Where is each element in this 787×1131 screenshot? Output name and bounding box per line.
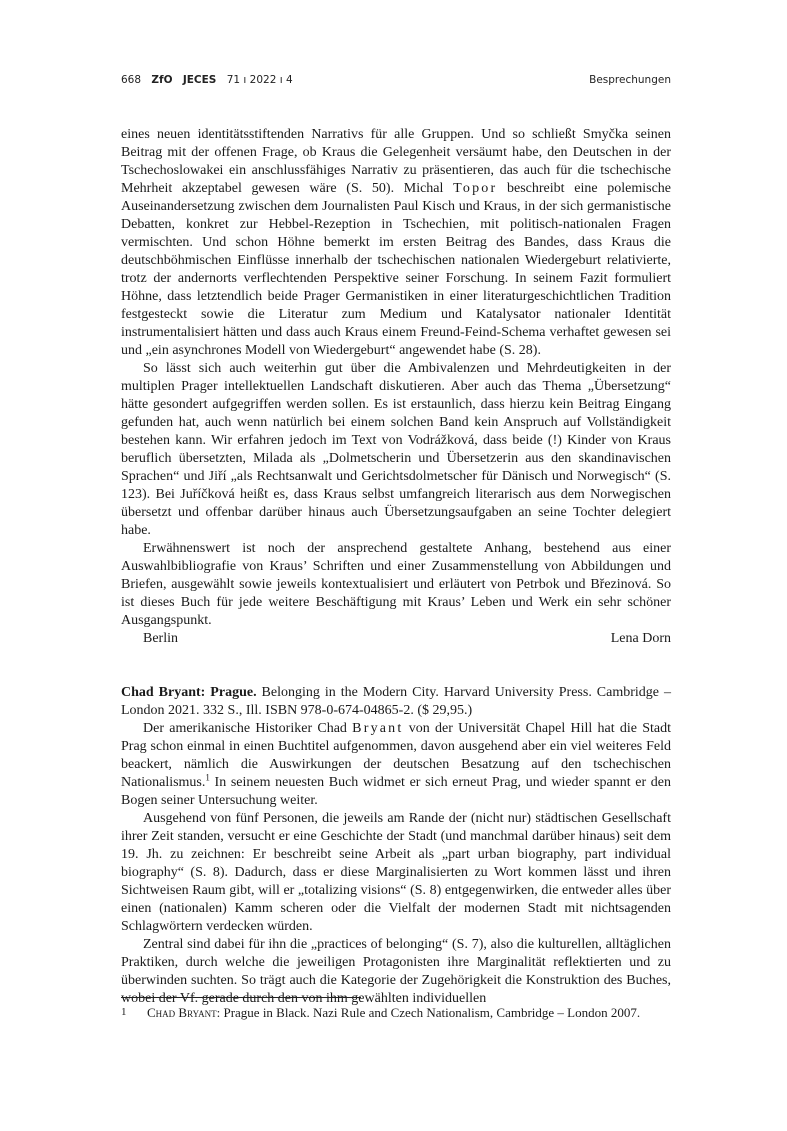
review1-paragraph-3: Erwähnenswert ist noch der ansprechend gestaltete Anhang, bestehend aus einer Auswahlbibliografie von Kraus’ Schriften und einer Zusammenstellung von Abbildungen und Briefen, ausgewählt sowie jeweils kontextualisiert und erläutert von Petrbok und Březinová. So ist dieses Buch für jede weitere Beschäftigung mit Kraus’ Leben und Werk ein sehr schöner Ausgangspunkt. (121, 541, 671, 628)
footnote-number: 1 (121, 1006, 127, 1018)
review2-title: Chad Bryant: Prague. (121, 685, 257, 700)
text-run: Der amerikanische Historiker Chad (143, 721, 353, 736)
author-name-bryant: Bryant (352, 721, 404, 736)
page-number: 668 (121, 74, 142, 86)
review1-signature (121, 630, 671, 648)
review2 (121, 684, 671, 1008)
review2-biblio: Belonging in the Modern City. Harvard University Press. Cambridge – London 2021. 332 S., Ill. ISBN 978-0-674-04865-2. ($ 29,95.) (121, 685, 671, 718)
journal-subname: JECES (182, 74, 217, 86)
review2-paragraph-1 (121, 720, 671, 810)
footnote-text (147, 1004, 671, 1021)
footnote-citation: : Prague in Black. Nazi Rule and Czech Nationalism, Cambridge – London 2007. (216, 1005, 641, 1020)
review2-bibliographic-entry (121, 684, 671, 720)
review-place: Berlin (143, 631, 178, 646)
text-run: In seinem neuesten Buch widmet er sich erneut Prag, und wieder spannt er den Bogen seiner Untersuchung weiter. (121, 775, 671, 808)
reviewer-name: Lena Dorn (610, 631, 671, 646)
text-run: eines neuen identitätsstiftenden Narrativs für alle Gruppen. Und so schließt Smyčka seinen Beitrag mit der offenen Frage, ob Kraus die Gelegenheit versäumt habe, den Deutschen in der Tschechoslowakei ein anschlussfähiges Narrativ zu präsentieren, das auch für die tschechische Mehrheit akzeptabel gewesen wäre (S. 50). Michal (121, 127, 671, 196)
review1-paragraph-1 (121, 126, 671, 360)
page-body (121, 126, 671, 1008)
running-header (121, 74, 671, 90)
section-title: Besprechungen (589, 74, 671, 86)
text-run: von der Universität Chapel Hill hat die Stadt Prag schon einmal in einen Buchtitel aufgenommen, davon ausgehend aber ein viel weiteres Feld beackert, nämlich die Auswirkungen der deutschen Besatzung auf den tschechischen Nationalismus. (121, 721, 671, 790)
journal-name: ZfO (151, 74, 173, 86)
footnote-author: Chad Bryant (147, 1005, 217, 1020)
review1-paragraph-2: So lässt sich auch weiterhin gut über die Ambivalenzen und Mehrdeutigkeiten in der multiplen Prager intellektuellen Landschaft diskutieren. Aber auch das Thema „Übersetzung“ hätte gesondert aufgegriffen werden sollen. Es ist erstaunlich, dass hierzu kein Beitrag Eingang gefunden hat, auch wenn natürlich bei einem solchen Band kein Anspruch auf Vollständigkeit bestehen kann. Wir erfahren jedoch im Text von Vodrážková, dass beide (!) Kinder von Kraus beruflich übersetzten, Milada als „Dolmetscherin und Übersetzerin aus den skandinavischen Sprachen“ und Jiří „als Rechtsanwalt und Gerichtsdolmetscher für Dänisch und Norwegisch“ (S. 123). Bei Juříčková heißt es, dass Kraus selbst umfangreich literarisch aus dem Norwegischen übersetzt und offenbar darüber hinaus auch Übersetzungsaufgaben an seine Tochter delegiert habe. (121, 361, 671, 538)
review2-paragraph-2: Ausgehend von fünf Personen, die jeweils am Rande der (nicht nur) städtischen Gesellschaft ihrer Zeit standen, versucht er eine Geschichte der Stadt (und manchmal darüber hinaus) seit dem 19. Jh. zu zeichnen: Er beschreibt seine Arbeit als „part urban biography, part individual biography“ (S. 8). Dadurch, dass er diese Marginalisierten zu Wort kommen lässt und ihren Sichtweisen Raum gibt, will er „totalizing visions“ (S. 8) entgegenwirken, die entweder alles über einen (nationalen) Kamm scheren oder die Vielfalt der modernen Stadt mit nichtsagenden Schlagwörtern verdecken würden. (121, 811, 671, 934)
footnote (121, 1004, 671, 1021)
text-run: beschreibt eine polemische Auseinandersetzung zwischen dem Journalisten Paul Kisch und Kraus, in der sich germanistische Debatten, konkret zur Hebbel-Rezeption in Tschechien, mit politisch-nationalen Fragen vermischten. Und schon Höhne bemerkt im ersten Beitrag des Bandes, dass Kraus die deutschböhmischen Einflüsse innerhalb der tschechischen nationalen Wiedergeburt relativierte, trotz der andernorts verflechtenden Perspektive seiner Forschung. In seinem Fazit formuliert Höhne, dass letztendlich beide Prager Germanistiken in einer literaturgeschichtlichen Tradition festgesteckt sowie die Literatur zum Medium und Katalysator nationaler Identität instrumentalisiert hätten und dass auch Kraus einem Freund-Feind-Schema verhaftet gewesen sei und „ein asynchrones Modell von Wiedergeburt“ angewendet habe (S. 28). (121, 181, 671, 358)
header-left (121, 74, 300, 86)
footnote-ref[interactable]: 1 (205, 772, 210, 783)
review2-paragraph-3: Zentral sind dabei für ihn die „practices of belonging“ (S. 7), also die kulturellen, alltäglichen Praktiken, durch welche die jeweiligen Protagonisten ihre Marginalität reflektierten und zu überwinden suchten. So trägt auch die Kategorie der Zugehörigkeit die Konstruktion des Buches, wobei der Vf. gerade durch den von ihm gewählten individuellen (121, 937, 671, 1006)
author-name-topor: Topor (453, 181, 498, 196)
footnote-divider (121, 997, 361, 998)
volume-issue: 71 ı 2022 ı 4 (226, 74, 293, 86)
